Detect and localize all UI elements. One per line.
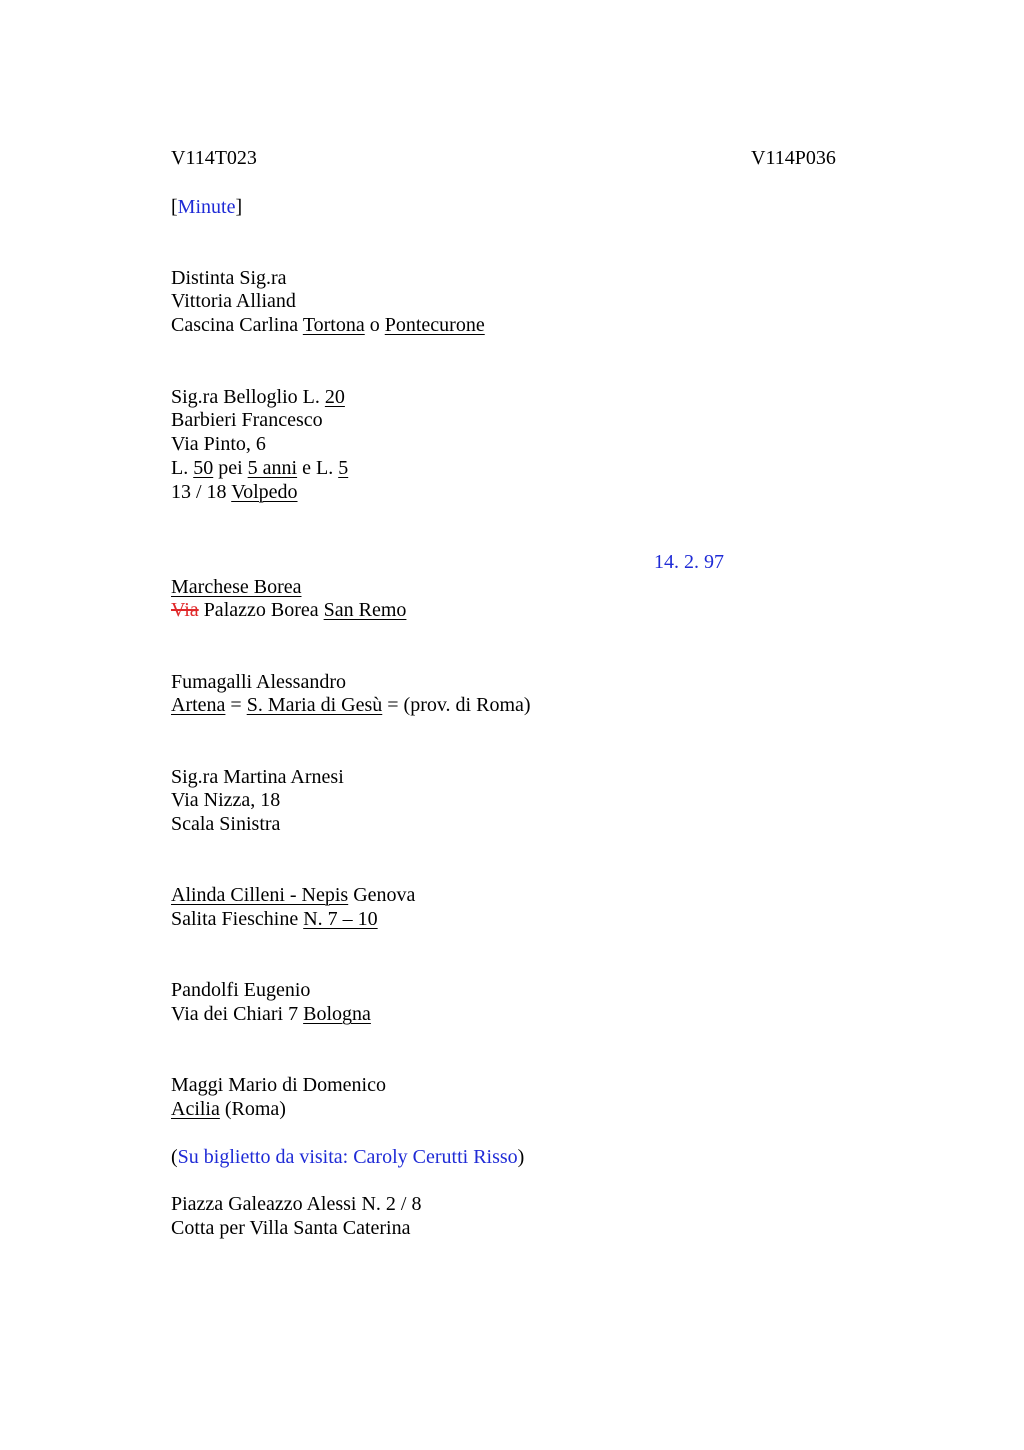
text-fragment: Salita Fieschine	[171, 908, 304, 930]
paren-close: )	[517, 1146, 525, 1168]
minute-label	[171, 195, 242, 219]
underlined-place: S. Maria di Gesù	[246, 694, 383, 716]
text-fragment: = (prov. di Roma)	[382, 694, 531, 716]
underlined-place: Bologna	[303, 1003, 371, 1025]
address-line	[171, 575, 302, 599]
minute-text: Minute	[177, 196, 236, 218]
text-fragment: =	[225, 694, 247, 716]
address-line	[171, 385, 345, 409]
address-line: Distinta Sig.ra	[171, 267, 287, 289]
address-line: Piazza Galeazzo Alessi N. 2 / 8	[171, 1193, 422, 1215]
note-text: Su biglietto da visita: Caroly Cerutti Risso	[177, 1146, 518, 1168]
address-line	[171, 1002, 371, 1026]
annotation-date: 14. 2. 97	[654, 551, 724, 573]
address-line: Barbieri Francesco	[171, 409, 323, 431]
address-line	[171, 456, 348, 480]
document-code-left: V114T023	[171, 147, 257, 169]
address-line	[171, 907, 378, 931]
address-line: Sig.ra Martina Arnesi	[171, 766, 344, 788]
text-fragment: L.	[171, 457, 194, 479]
text-fragment: Via dei Chiari 7	[171, 1003, 304, 1025]
text-fragment: Palazzo Borea	[198, 599, 324, 621]
underlined-place: Tortona	[302, 314, 365, 336]
underlined-amount: 50	[193, 457, 214, 479]
underlined-place: Pontecurone	[384, 314, 485, 336]
underlined-amount: 5	[338, 457, 349, 479]
underlined-name: Marchese Borea	[171, 576, 302, 598]
underlined-place: Artena	[171, 694, 226, 716]
text-fragment: Genova	[348, 884, 416, 906]
address-line	[171, 1097, 286, 1121]
text-fragment: pei	[213, 457, 248, 479]
underlined-amount: 20	[324, 386, 345, 408]
address-line: Fumagalli Alessandro	[171, 671, 346, 693]
struck-text: Via	[171, 599, 199, 621]
address-line	[171, 693, 531, 717]
text-fragment: Sig.ra Belloglio L.	[171, 386, 325, 408]
address-line	[171, 480, 298, 504]
underlined-name: Alinda Cilleni - Nepis	[171, 884, 349, 906]
underlined-place: Volpedo	[231, 481, 298, 503]
address-line: Maggi Mario di Domenico	[171, 1074, 386, 1096]
address-line: Scala Sinistra	[171, 813, 281, 835]
address-line: Via Nizza, 18	[171, 789, 281, 811]
underlined-text: 5 anni	[247, 457, 298, 479]
address-line: Via Pinto, 6	[171, 433, 266, 455]
address-line: Pandolfi Eugenio	[171, 979, 311, 1001]
text-fragment: o	[364, 314, 385, 336]
text-fragment: e L.	[297, 457, 339, 479]
underlined-place: San Remo	[323, 599, 407, 621]
document-code-right: V114P036	[751, 147, 836, 169]
text-fragment: (Roma)	[219, 1098, 286, 1120]
address-line	[171, 598, 406, 622]
bracket-close: ]	[235, 196, 243, 218]
address-line: Vittoria Alliand	[171, 290, 296, 312]
address-line: Cotta per Villa Santa Caterina	[171, 1217, 411, 1239]
address-line	[171, 883, 415, 907]
underlined-number: N. 7 – 10	[303, 908, 378, 930]
underlined-place: Acilia	[171, 1098, 220, 1120]
paren-open: (	[171, 1146, 178, 1168]
address-line	[171, 313, 485, 337]
bracket-open: [	[171, 196, 178, 218]
text-fragment: 13 / 18	[171, 481, 232, 503]
editorial-note	[171, 1145, 524, 1169]
text-fragment: Cascina Carlina	[171, 314, 303, 336]
